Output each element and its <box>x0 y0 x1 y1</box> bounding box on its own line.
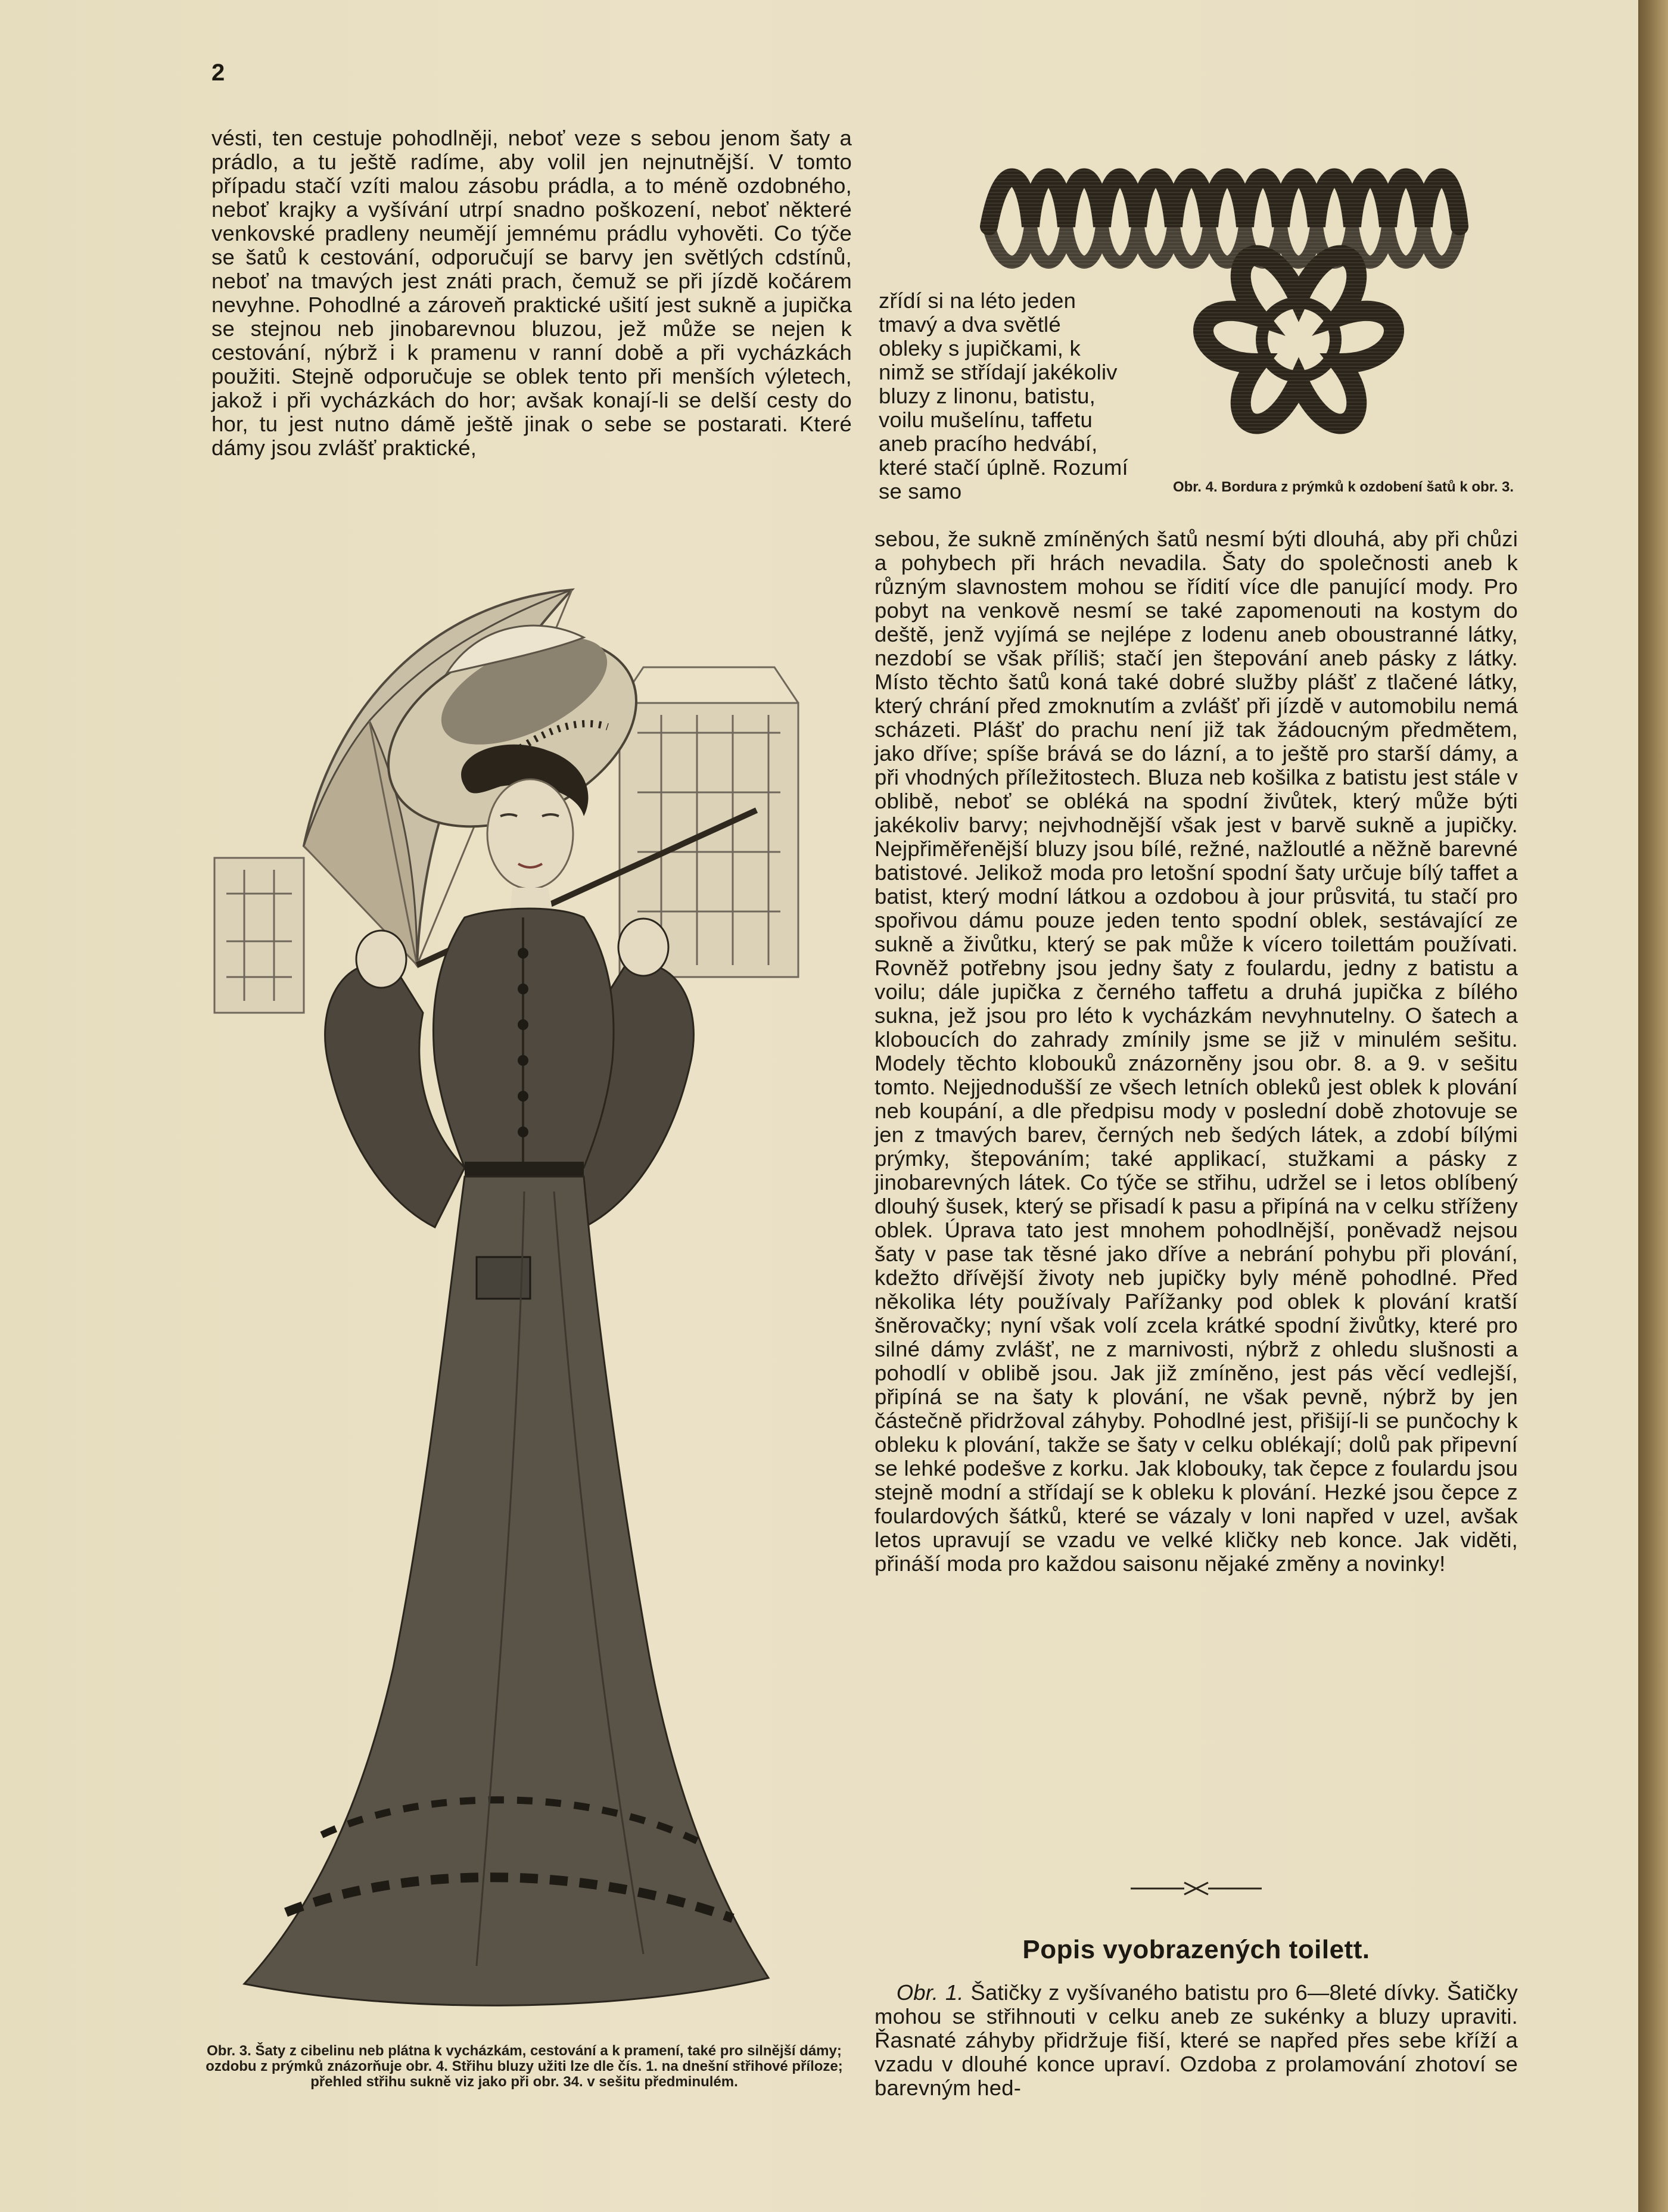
section-heading: Popis vyobrazených toilett. <box>1022 1935 1370 1964</box>
page-number: 2 <box>211 60 225 86</box>
woman-with-parasol-illustration <box>167 536 852 2031</box>
braid-rosette <box>1203 255 1394 424</box>
binding-edge <box>1638 0 1668 2212</box>
head <box>461 745 588 917</box>
right-column-text: sebou, že sukně zmíněných šatů nesmí býti dlouhá, aby při chůzi a pohybech při hrách nevadila. Šaty do společnosti aneb k různým slavnostem mohou se řídití více dle panující mody. Pro pobyt na venkově nesmí se také zapomenouti na kostym do deště, jenž vyjímá se nejlépe z lodenu aneb oboustranné látky, nezdobí se však příliš; stačí jen štepování aneb pásky z látky. Místo těchto šatů koná také dobré služby plášť z tlačené látky, který chrání před zmoknutím a zvlášť při jízdě v automobilu nemá scházeti. Plášť do prachu není již tak žádoucným předmětem, jako dříve; spíše brává se do lázní, a to ještě pro starší dámy, a při vhodných příležitostech. Bluza neb košilka z batistu jest stále v oblibě, neboť se obléká na spodní živůtek, který může býti jakékoliv barvy; nejvhodnější však jest v barvě sukně a jupičky. Nejpřiměřenější bluzy jsou bílé, režné, nažloutlé a něžně barevné batistové. Jelikož moda pro letošní spodní šaty určuje bílý taffet a batist, který modní látkou a ozdobou à jour průsvitá, tu stačí pro spořivou dámu pouze jeden tento spodní oblek, sestávající ze sukně a živůtku, který se pak může k vícero toilettám používati. Rovněž potřebny jsou jedny šaty z foulardu, jedny z batistu a voilu; dále jupička z černého taffetu a druhá jupička z bílého sukna, jež jsou pro léto k vycházkám nevyhnutelny. O šatech a kloboucích do zahrady zmínily jsme se již v minulém sešitu. Modely těchto klobouků znázorněny jsou obr. 8. a 9. v sešitu tomto. Nejjednodušší ze všech letních obleků jest oblek k plování neb koupání, a dle předpisu mody v poslední době zhotovuje se jen z tmavých barev, černých neb šedých látek, a zdobí bílými prýmky, štepováním; také applikací, stužkami a pásky z jinobarevných látek. Co týče se střihu, udržel se i letos oblíbený dlouhý šusek, který se přisadí k pasu a připíná na v celku stříženy oblek. Úprava tato jest mnohem pohodlnější, poněvadž nejsou šaty v pase tak těsné jako dříve a nebrání pohybu při plování, kdežto dřívější životy neb jupičky byly méně pohodlné. Před několika léty používaly Pařížanky pod oblek k plování kratší šněrovačky; nyní však volí zcela krátké spodní živůtky, které pro silné dámy zvlášť, ne z marnivosti, nýbrž z ohledu slušnosti a pohodlí v oblibě jsou. Jak již zmíněno, jest pás věcí vedlejší, připíná se na šaty k plování, ne však pevně, nýbrž by jen částečně přidržoval záhyby. Pohodlné jest, přišijí-li se punčochy k obleku k plování, takže se šaty v celku oblékají; dolů pak připevní se lehké podešve z korku. Jak klobouky, tak čepce z foulardu jsou stejně modní a střídají se k obleku k plování. Hezké jsou čepce z foulardových šátků, které se vázaly v loni napřed v uzel, avšak letos upravují se vzadu ve velké kličky neb konce. Jak viděti, přináší moda pro každou saisonu nějaké změny a novinky! <box>875 527 1518 1576</box>
figure-3-caption: Obr. 3. Šaty z cibelinu neb plátna k vycházkám, cestování a k pramení, také pro silnější dámy; ozdobu z prýmků znázorňuje obr. 4. Střihu bluzy užiti lze dle čís. 1. na dnešní střihové příloze; přehled střihu sukně viz jako při obr. 34. v sešitu předminulém. <box>206 2043 843 2090</box>
figure-4-caption: Obr. 4. Bordura z prýmků k ozdobení šatů k obr. 3. <box>1172 479 1514 495</box>
braid-row <box>989 178 1460 263</box>
left-column-text: vésti, ten cestuje pohodlněji, neboť veze s sebou jenom šaty a prádlo, a tu ještě radíme, aby volil jen nejnutnější. V tomto případu stačí vzíti malou zásobu prádla, a to méně ozdobného, neboť krajky a vyšívání utrpí snadno poškození, neboť některé venkovské pradleny neumějí jemnému prádlu vyhověti. Co týče se šatů k cestování, odporučují se barvy jen světlých cdstínů, neboť na tmavých jest znáti prach, čemuž se při jízdě kočárem nevyhne. Pohodlné a zároveň praktické ušití jest sukně a jupička se stejnou neb jinobarevnou bluzou, jež může se nejen k cestování, nýbrž i k pramenu v ranní době a při vycházkách použiti. Stejně odporučuje se oblek tento při menších výletech, jakož i při vycházkách do hor; avšak konají-li se delší cesty do hor, tu jest nutno dámě ještě jinak o sebe se postarati. Které dámy jsou zvlášť praktické, <box>211 126 852 460</box>
skirt <box>244 1177 768 2005</box>
bodice <box>433 909 614 1180</box>
middle-column-text: zřídí si na léto jeden tmavý a dva světlé obleky s jupičkami, k nimž se střídají jakékoliv bluzy z linonu, batistu, voilu mušelínu, taffetu aneb pracího hedvábí, které stačí úplně. Rozumí se samo <box>879 288 1128 503</box>
figure-1-description: Šatičky z vyšívaného batistu pro 6—8leté dívky. Šatičky mohou se střihnouti v celku aneb ze sukénky a bluzy upraviti. Řasnaté záhyby přidržuje fiší, které se napřed přes sebe kříží a vzadu v dlouhé konce upraví. Ozdoba z prolamování zhotoví se barevným hed- <box>875 1980 1518 2100</box>
description-paragraph <box>875 1981 1518 2100</box>
ornamental-divider-icon <box>1125 1877 1268 1900</box>
figure-1-reference: Obr. 1. <box>896 1980 964 2005</box>
